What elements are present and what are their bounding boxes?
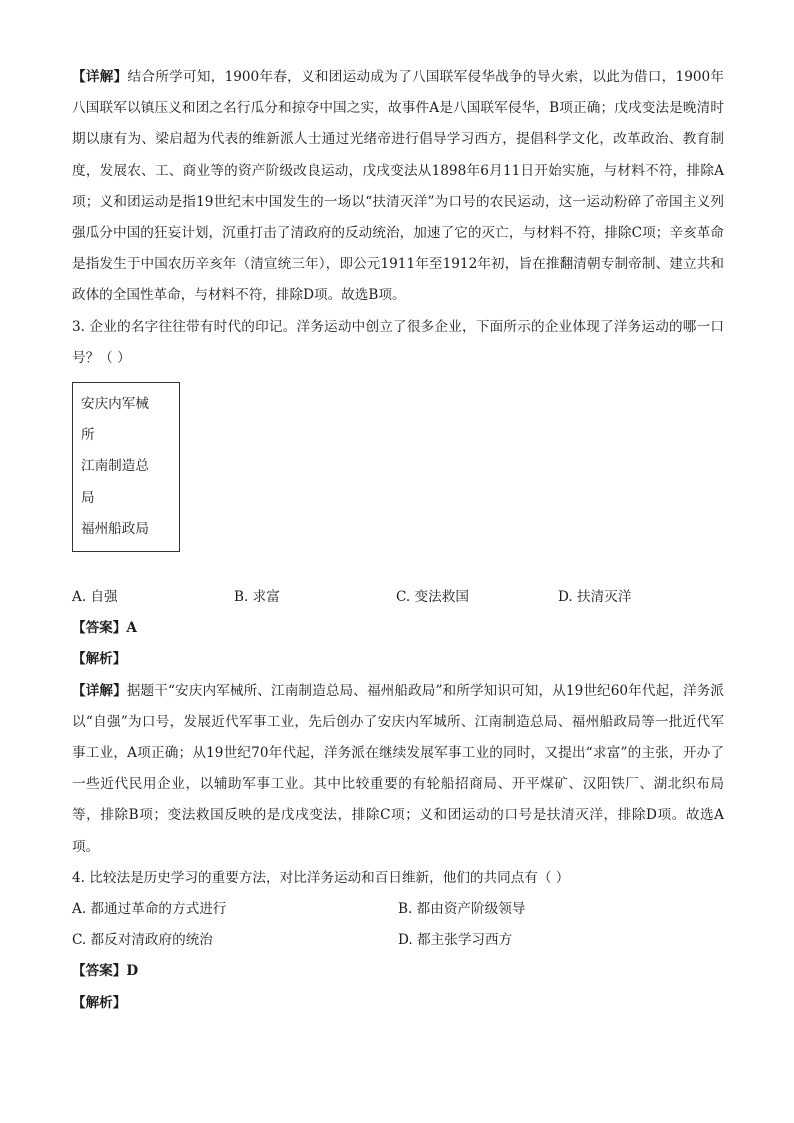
q4-option-b: B. 都由资产阶级领导	[398, 901, 526, 918]
q4-option-c: C. 都反对清政府的统治	[72, 932, 213, 949]
q3-box-line: 江南制造总	[81, 458, 149, 475]
q4-options-row1	[72, 894, 724, 925]
q4-answer: 【答案】D	[72, 963, 139, 980]
document-page	[72, 62, 724, 1019]
q3-option-c: C. 变法救国	[396, 589, 469, 606]
q4-option-d: D. 都主张学习西方	[398, 932, 513, 949]
q3-option-d: D. 扶清灭洋	[558, 589, 632, 606]
q3-box-line: 局	[81, 489, 95, 506]
q3-stem: 3. 企业的名字往往带有时代的印记。洋务运动中创立了很多企业，下面所示的企业体现了洋务运动的哪一口号？（ ）	[72, 318, 724, 366]
q3-box-line: 安庆内军械	[81, 396, 149, 413]
q3-enterprise-box	[72, 382, 180, 552]
q3-option-b: B. 求富	[234, 589, 280, 606]
q2-detail-text: 结合所学可知，1900年春，义和团运动成为了八国联军侵华战争的导火索，以此为借口，1900年八国联军以镇压义和团之名行瓜分和掠夺中国之实，故事件A是八国联军侵华，B项正确；戊戌变法是晚清时期以康有为、梁启超为代表的维新派人士通过光绪帝进行倡导学习西方，提倡科学文化，改革政治、教育制度，发展农、工、商业等的资产阶级改良运动，戊戌变法从1898年6月11日开始实施，与材料不符，排除A项；义和团运动是指19世纪末中国发生的一场以“扶清灭洋”为口号的农民运动，这一运动粉碎了帝国主义列强瓜分中国的狂妄计划，沉重打击了清政府的反动统治，加速了它的灭亡，与材料不符，排除C项；辛亥革命是指发生于中国农历辛亥年（清宣统三年），即公元1911年至1912年初，旨在推翻清朝专制帝制、建立共和政体的全国性革命，与材料不符，排除D项。故选B项。	[72, 69, 725, 304]
q4-option-a: A. 都通过革命的方式进行	[72, 901, 227, 918]
q3-detail-paragraph	[72, 676, 724, 863]
q4-stem: 4. 比较法是历史学习的重要方法，对比洋务运动和百日维新，他们的共同点有（ ）	[72, 869, 570, 886]
q3-options	[72, 582, 724, 613]
q3-box-line: 所	[81, 427, 95, 444]
q4-options-row2	[72, 925, 724, 956]
q3-option-a: A. 自强	[72, 589, 118, 606]
q3-detail-tag: 【详解】	[72, 682, 127, 699]
q2-detail-tag: 【详解】	[72, 69, 128, 85]
q3-answer: 【答案】A	[72, 620, 137, 637]
q3-detail-text: 据题干“安庆内军械所、江南制造总局、福州船政局”和所学知识可知，从19世纪60年代起，洋务派以“自强”为口号，发展近代军事工业，先后创办了安庆内军城所、江南制造总局、福州船政局等一批近代军事工业，A项正确；从19世纪70年代起，洋务派在继续发展军事工业的同时，又提出“求富”的主张，开办了一些近代民用企业，以辅助军事工业。其中比较重要的有轮船招商局、开平煤矿、汉阳铁厂、湖北织布局等，排除B项；变法救国反映的是戊戌变法，排除C项；义和团运动的口号是扶清灭洋，排除D项。故选A项。	[72, 682, 725, 855]
q2-detail-paragraph	[72, 62, 724, 312]
q3-box-line: 福州船政局	[81, 520, 149, 537]
q3-analysis-heading: 【解析】	[72, 651, 127, 668]
q4-analysis-heading: 【解析】	[72, 994, 127, 1011]
